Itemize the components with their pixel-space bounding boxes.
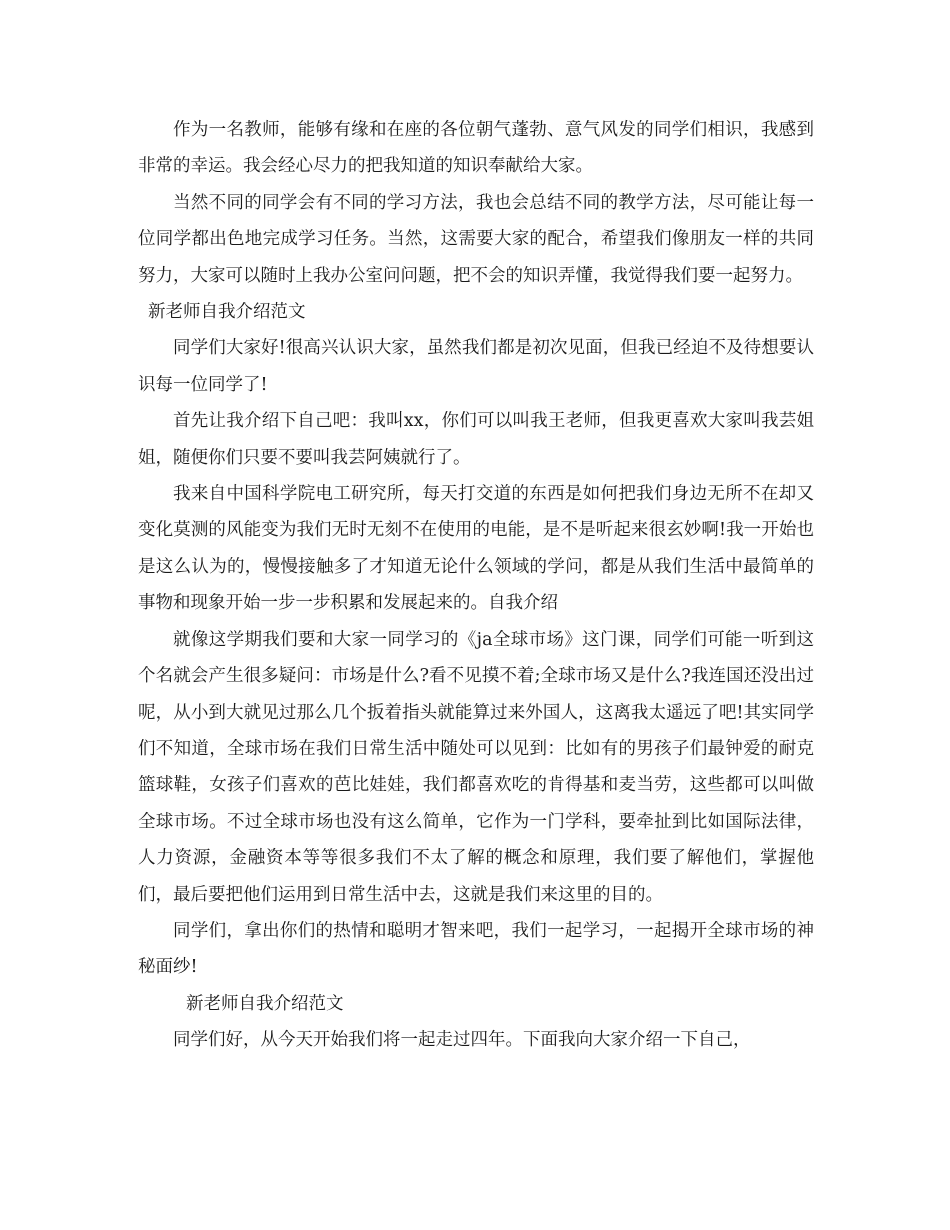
paragraph: 首先让我介绍下自己吧：我叫xx，你们可以叫我王老师，但我更喜欢大家叫我芸姐姐，随便你们只要不要叫我芸阿姨就行了。 <box>138 411 814 468</box>
paragraph: 我来自中国科学院电工研究所，每天打交道的东西是如何把我们身边无所不在却又变化莫测的风能变为我们无时无刻不在使用的电能，是不是听起来很玄妙啊!我一开始也是这么认为的，慢慢接触多了才知道无论什么领域的学问，都是从我们生活中最简单的事物和现象开始一步一步积累和发展起来的。自我介绍 <box>138 484 814 614</box>
paragraph: 作为一名教师，能够有缘和在座的各位朝气蓬勃、意气风发的同学们相识，我感到非常的幸运。我会经心尽力的把我知道的知识奉献给大家。 <box>138 120 814 177</box>
paragraph: 当然不同的同学会有不同的学习方法，我也会总结不同的教学方法，尽可能让每一位同学都出色地完成学习任务。当然，这需要大家的配合，希望我们像朋友一样的共同努力，大家可以随时上我办公室问问题，把不会的知识弄懂，我觉得我们要一起努力。 <box>138 192 814 286</box>
section-heading: 新老师自我介绍范文 <box>148 302 306 323</box>
paragraph: 同学们，拿出你们的热情和聪明才智来吧，我们一起学习，一起揭开全球市场的神秘面纱! <box>138 920 814 978</box>
section-heading: 新老师自我介绍范文 <box>186 993 344 1014</box>
paragraph: 同学们大家好!很高兴认识大家，虽然我们都是初次见面，但我已经迫不及待想要认识每一位同学了! <box>138 338 814 395</box>
paragraph: 就像这学期我们要和大家一同学习的《ja全球市场》这门课，同学们可能一听到这个名就会产生很多疑问：市场是什么?看不见摸不着;全球市场又是什么?我连国还没出过呢，从小到大就见过那么几个扳着指头就能算过来外国人，这离我太遥远了吧!其实同学们不知道，全球市场在我们日常生活中随处可以见到：比如有的男孩子们最钟爱的耐克篮球鞋，女孩子们喜欢的芭比娃娃，我们都喜欢吃的肯得基和麦当劳，这些都可以叫做全球市场。不过全球市场也没有这么简单，它作为一门学科，要牵扯到比如国际法律，人力资源，金融资本等等很多我们不太了解的概念和原理，我们要了解他们，掌握他们，最后要把他们运用到日常生活中去，这就是我们来这里的目的。 <box>138 629 814 905</box>
paragraph: 同学们好，从今天开始我们将一起走过四年。下面我向大家介绍一下自己， <box>173 1030 751 1051</box>
document-body <box>138 112 814 1059</box>
